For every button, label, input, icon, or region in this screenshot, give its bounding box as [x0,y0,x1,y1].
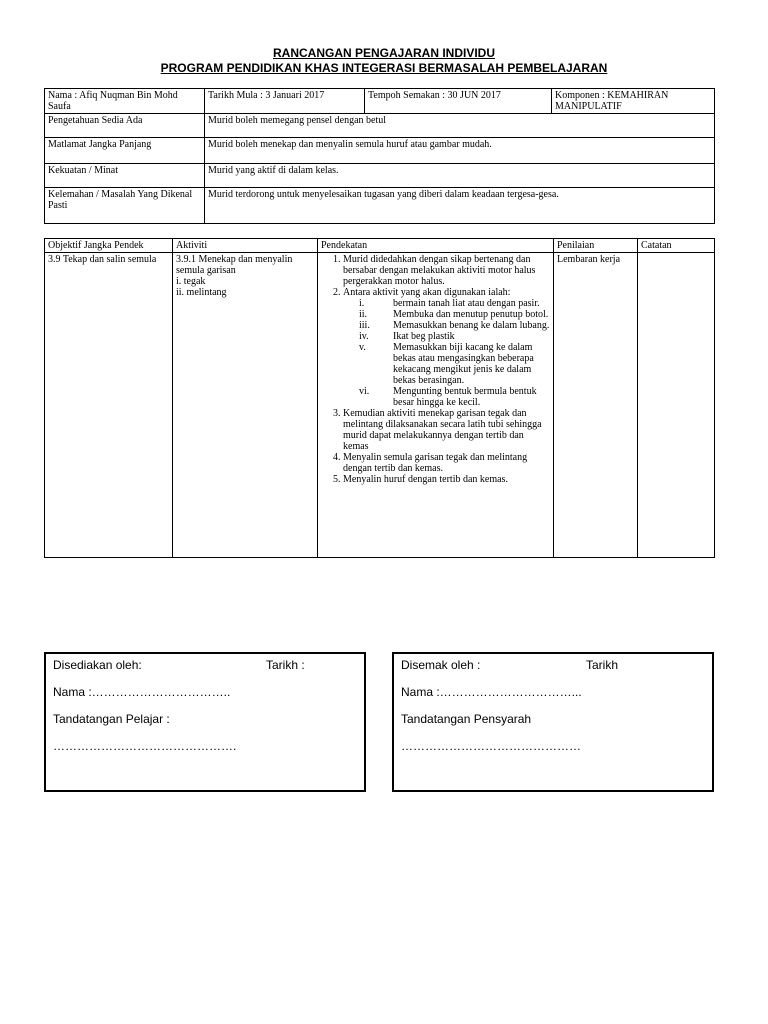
header-pendekatan: Pendekatan [318,239,554,253]
sub-item [359,309,550,320]
lesson-plan-table [44,238,715,558]
prepared-by-box [44,652,366,792]
sub-item-text: Memasukkan biji kacang ke dalam bekas atau mengasingkan beberapa kekacang mengikut jenis ke dalam bekas berasingan. [393,342,534,386]
tarikh-mula-cell: Tarikh Mula : 3 Januari 2017 [205,89,365,114]
tempoh-semakan-cell: Tempoh Semakan : 30 JUN 2017 [365,89,552,114]
sub-item-text: Memasukkan benang ke dalam lubang. [393,320,550,331]
row-label: Matlamat Jangka Panjang [45,138,205,164]
row-value: Murid boleh menekap dan menyalin semula huruf atau gambar mudah. [205,138,715,164]
objektif-cell: 3.9 Tekap dan salin semula [45,253,173,558]
date-label: Tarikh [586,658,619,672]
list-item-text: Antara aktivit yang akan digunakan ialah: [343,287,511,298]
sub-item [359,386,550,408]
sub-item [359,320,550,331]
header-penilaian: Penilaian [554,239,638,253]
aktiviti-item: ii. melintang [176,287,227,298]
list-item: 3. Kemudian aktiviti menekap garisan tegak dan melintang dilaksanakan secara latih tubi sehingga murid dapat melakukannya dengan tertib dan kemas [343,408,550,452]
prepared-by-label: Disediakan oleh: [53,658,142,672]
aktiviti-cell [173,253,318,558]
sub-item-text: Ikat beg plastik [393,331,455,342]
row-label: Kelemahan / Masalah Yang Dikenal Pasti [45,188,205,224]
list-item: 4. Menyalin semula garisan tegak dan melintang dengan tertib dan kemas. [343,452,550,474]
komponen-cell: Komponen : KEMAHIRAN MANIPULATIF [552,89,715,114]
sub-item-num: iv. [359,331,369,342]
row-value: Murid terdorong untuk menyelesaikan tugasan yang diberi dalam keadaan tergesa-gesa. [205,188,715,224]
row-label: Pengetahuan Sedia Ada [45,114,205,138]
sub-item-num: iii. [359,320,370,331]
row-value: Murid boleh memegang pensel dengan betul [205,114,715,138]
header-aktiviti: Aktiviti [173,239,318,253]
document-subtitle: PROGRAM PENDIDIKAN KHAS INTEGERASI BERMASALAH PEMBELAJARAN [160,61,608,75]
penilaian-cell: Lembaran kerja [554,253,638,558]
nama-cell: Nama : Afiq Nuqman Bin Mohd Saufa [45,89,205,114]
list-item: 1. Murid didedahkan dengan sikap bertenang dan bersabar dengan melakukan aktiviti motor halus pergerakkan motor halus. [343,254,550,287]
sub-list [343,298,550,408]
lecturer-signature-label: Tandatangan Pensyarah [401,712,532,726]
catatan-cell [638,253,715,558]
name-field: Nama :…………………………….. [53,685,231,699]
sub-item-num: v. [359,342,366,353]
row-value: Murid yang aktif di dalam kelas. [205,164,715,188]
row-label: Kekuatan / Minat [45,164,205,188]
sub-item-text: bermain tanah liat atau dengan pasir. [393,298,540,309]
signature-line: ………………………………………. [53,739,237,753]
sub-item-text: Membuka dan menutup penutup botol. [393,309,549,320]
aktiviti-title: 3.9.1 Menekap dan menyalin semula garisan [176,254,293,276]
sub-item [359,298,550,309]
document-title: RANCANGAN PENGAJARAN INDIVIDU [272,46,495,60]
signature-line: ……………………………………… [401,739,581,753]
header-catatan: Catatan [638,239,715,253]
sub-item [359,331,550,342]
student-signature-label: Tandatangan Pelajar : [53,712,170,726]
list-item [343,287,550,408]
header-objektif: Objektif Jangka Pendek [45,239,173,253]
pendekatan-list [321,254,550,485]
sub-item-num: vi. [359,386,370,397]
sub-item-num: ii. [359,309,368,320]
sub-item [359,342,550,386]
reviewed-by-label: Disemak oleh : [401,658,481,672]
sub-item-num: i. [359,298,365,309]
sub-item-text: Mengunting bentuk bermula bentuk besar hingga ke kecil. [393,386,537,408]
aktiviti-item: i. tegak [176,276,206,287]
list-item: 5. Menyalin huruf dengan tertib dan kemas. [343,474,550,485]
date-label: Tarikh : [266,658,305,672]
student-info-table [44,88,715,224]
pendekatan-cell [318,253,554,558]
reviewed-by-box [392,652,714,792]
name-field: Nama :……………………………... [401,685,582,699]
